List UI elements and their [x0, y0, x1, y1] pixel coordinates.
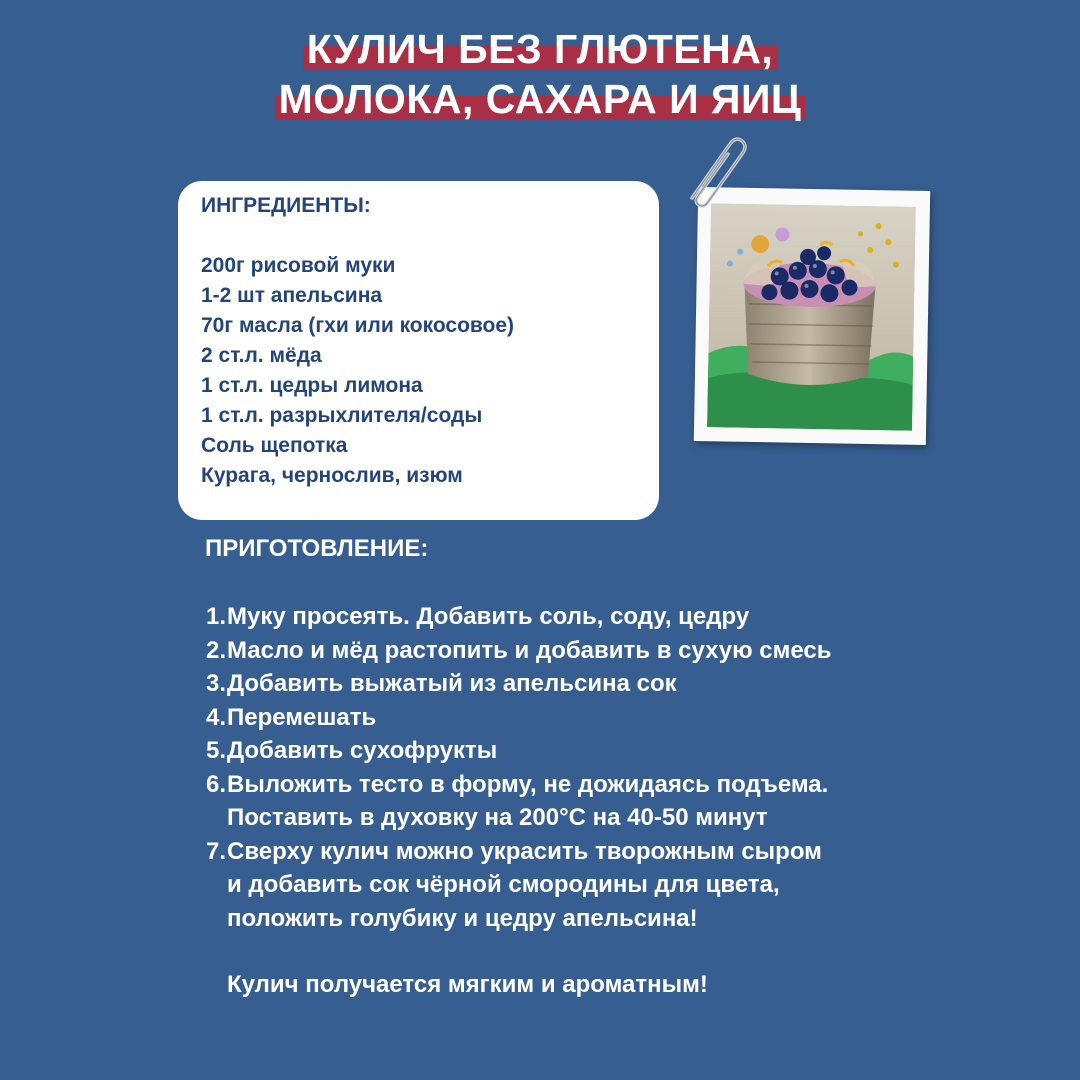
step-number: 7. — [205, 837, 226, 865]
ingredient-item: Курага, чернослив, изюм — [201, 464, 463, 487]
step-text: Перемешать — [227, 703, 377, 731]
ingredient-item: 1 ст.л. цедры лимона — [201, 374, 423, 397]
step-item — [205, 667, 1065, 701]
ingredient-item: 1 ст.л. разрыхлителя/соды — [201, 404, 483, 427]
closing-note: Кулич получается мягким и ароматным! — [227, 971, 708, 998]
page-title — [0, 24, 1080, 124]
spacer — [205, 566, 1065, 600]
preparation-heading: ПРИГОТОВЛЕНИЕ: — [205, 535, 429, 562]
step-number: 6. — [205, 770, 226, 798]
step-item — [205, 600, 1065, 634]
ingredients-card — [178, 181, 659, 520]
ingredients-list — [201, 251, 659, 491]
step-number: 3. — [205, 670, 226, 697]
ingredients-heading: ИНГРЕДИЕНТЫ: — [201, 194, 371, 217]
kulich-photo — [707, 203, 916, 431]
step-text: Выложить тесто в форму, не дожидаясь подъема. — [227, 770, 829, 798]
step-number: 5. — [205, 737, 226, 764]
ingredient-item: 1-2 шт апельсина — [201, 284, 383, 307]
step-text: Добавить выжатый из апельсина сок — [227, 670, 677, 697]
ingredient-item: 2 ст.л. мёда — [201, 344, 322, 367]
step-text: Поставить в духовку на 200°С на 40-50 минут — [227, 804, 768, 831]
step-number: 4. — [205, 703, 226, 731]
step-text: Муку просеять. Добавить соль, соду, цедру — [227, 603, 750, 630]
step-text: Сверху кулич можно украсить творожным сыром — [227, 837, 822, 865]
polaroid-photo — [694, 187, 930, 445]
ingredient-item: 200г рисовой муки — [201, 254, 396, 277]
step-text: Добавить сухофрукты — [227, 737, 498, 764]
step-item — [205, 768, 1065, 835]
ingredient-item: 70г масла (гхи или кокосовое) — [201, 314, 515, 337]
preparation-section — [205, 532, 1065, 1026]
step-item — [205, 701, 1065, 735]
step-item — [205, 835, 1065, 936]
step-item — [205, 634, 1065, 668]
title-line-2: МОЛОКА, САХАРА И ЯИЦ — [275, 74, 806, 124]
title-line-1: КУЛИЧ БЕЗ ГЛЮТЕНА, — [303, 24, 778, 74]
step-number: 1. — [205, 603, 226, 630]
step-text: и добавить сок чёрной смородины для цвета, — [227, 871, 780, 898]
step-text: положить голубику и цедру апельсина! — [227, 904, 698, 932]
step-item — [205, 734, 1065, 768]
spacer — [201, 221, 659, 251]
steps-list — [205, 600, 1065, 935]
step-text: Масло и мёд растопить и добавить в сухую смесь — [227, 636, 832, 664]
step-number: 2. — [205, 636, 226, 664]
paperclip-icon — [678, 132, 748, 212]
ingredient-item: Соль щепотка — [201, 434, 348, 457]
